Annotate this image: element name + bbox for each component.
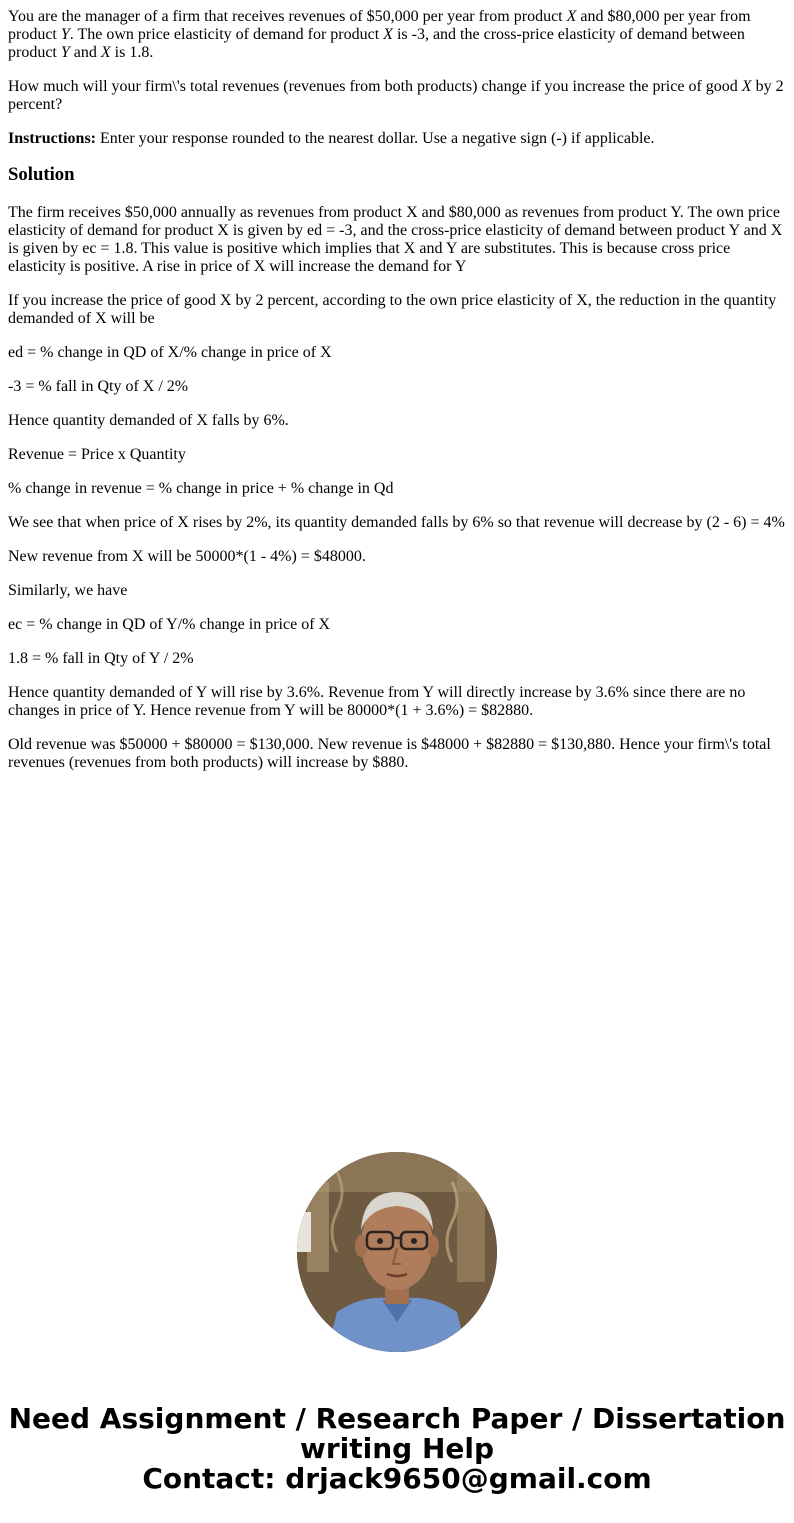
contact-email: Contact: drjack9650@gmail.com <box>142 1462 652 1495</box>
instructions-text: Enter your response rounded to the nearest dollar. Use a negative sign (-) if applicable. <box>96 130 655 147</box>
solution-paragraph: ec = % change in QD of Y/% change in price of X <box>8 616 331 633</box>
question-text: . The own price elasticity of demand for product <box>69 26 384 43</box>
variable-x: X <box>741 78 752 95</box>
solution-paragraph: New revenue from X will be 50000*(1 - 4%) = $48000. <box>8 548 366 565</box>
solution-paragraph: If you increase the price of good X by 2 percent, according to the own price elasticity of X, the reduction in the quantity demanded of X will be <box>8 292 777 327</box>
promo-footer <box>0 1152 794 1494</box>
solution-paragraph: Hence quantity demanded of X falls by 6%. <box>8 412 289 429</box>
solution-paragraph: Similarly, we have <box>8 582 128 599</box>
question-text: is -3, and the cross-price elasticity of demand between product <box>8 26 745 61</box>
cta-line: Need Assignment / Research Paper / Dissertation <box>8 1402 786 1435</box>
solution-paragraph: -3 = % fall in Qty of X / 2% <box>8 378 189 395</box>
question-text: You are the manager of a firm that receives revenues of $50,000 per year from product <box>8 8 567 25</box>
contact-banner <box>0 1404 794 1494</box>
variable-x: X <box>100 44 111 61</box>
question-text: is 1.8. <box>110 44 154 61</box>
solution-paragraph: Revenue = Price x Quantity <box>8 446 186 463</box>
avatar <box>297 1152 497 1352</box>
question-paragraph-2 <box>8 78 788 114</box>
question-text: and $80,000 per year from product <box>8 8 751 43</box>
variable-x: X <box>383 26 393 43</box>
question-paragraph-1 <box>8 8 788 62</box>
question-text: How much will your firm\'s total revenues (revenues from both products) change if you increase the price of good <box>8 78 742 95</box>
question-text: by 2 percent? <box>8 78 784 113</box>
cta-line: writing Help <box>299 1432 495 1465</box>
variable-y: Y <box>60 26 70 43</box>
instructions-label: Instructions: <box>8 130 97 147</box>
solution-paragraph: We see that when price of X rises by 2%, its quantity demanded falls by 6% so that revenue will decrease by (2 - 6) = 4% <box>8 514 785 531</box>
variable-y: Y <box>60 44 70 61</box>
document-body <box>8 8 788 788</box>
solution-paragraph: % change in revenue = % change in price + % change in Qd <box>8 480 394 497</box>
solution-paragraph: Hence quantity demanded of Y will rise by 3.6%. Revenue from Y will directly increase by 3.6% since there are no changes in price of Y. Hence revenue from Y will be 80000*(1 + 3.6%) = $82880. <box>8 684 746 719</box>
instructions <box>8 130 788 148</box>
portrait-image <box>297 1152 497 1352</box>
variable-x: X <box>566 8 577 25</box>
solution-paragraph: 1.8 = % fall in Qty of Y / 2% <box>8 650 194 667</box>
solution-paragraph: ed = % change in QD of X/% change in price of X <box>8 344 332 361</box>
solution-heading: Solution <box>8 164 75 185</box>
question-text: and <box>69 44 101 61</box>
solution-paragraph: Old revenue was $50000 + $80000 = $130,000. New revenue is $48000 + $82880 = $130,880. Hence your firm\'s total revenues (revenues from both products) will increase by $880. <box>8 736 771 771</box>
solution-paragraph: The firm receives $50,000 annually as revenues from product X and $80,000 as revenues from product Y. The own price elasticity of demand for product X is given by ed = -3, and the cross-price elasticity of demand between product Y and X is given by ec = 1.8. This value is positive which implies that X and Y are substitutes. This is because cross price elasticity is positive. A rise in price of X will increase the demand for Y <box>8 204 783 275</box>
